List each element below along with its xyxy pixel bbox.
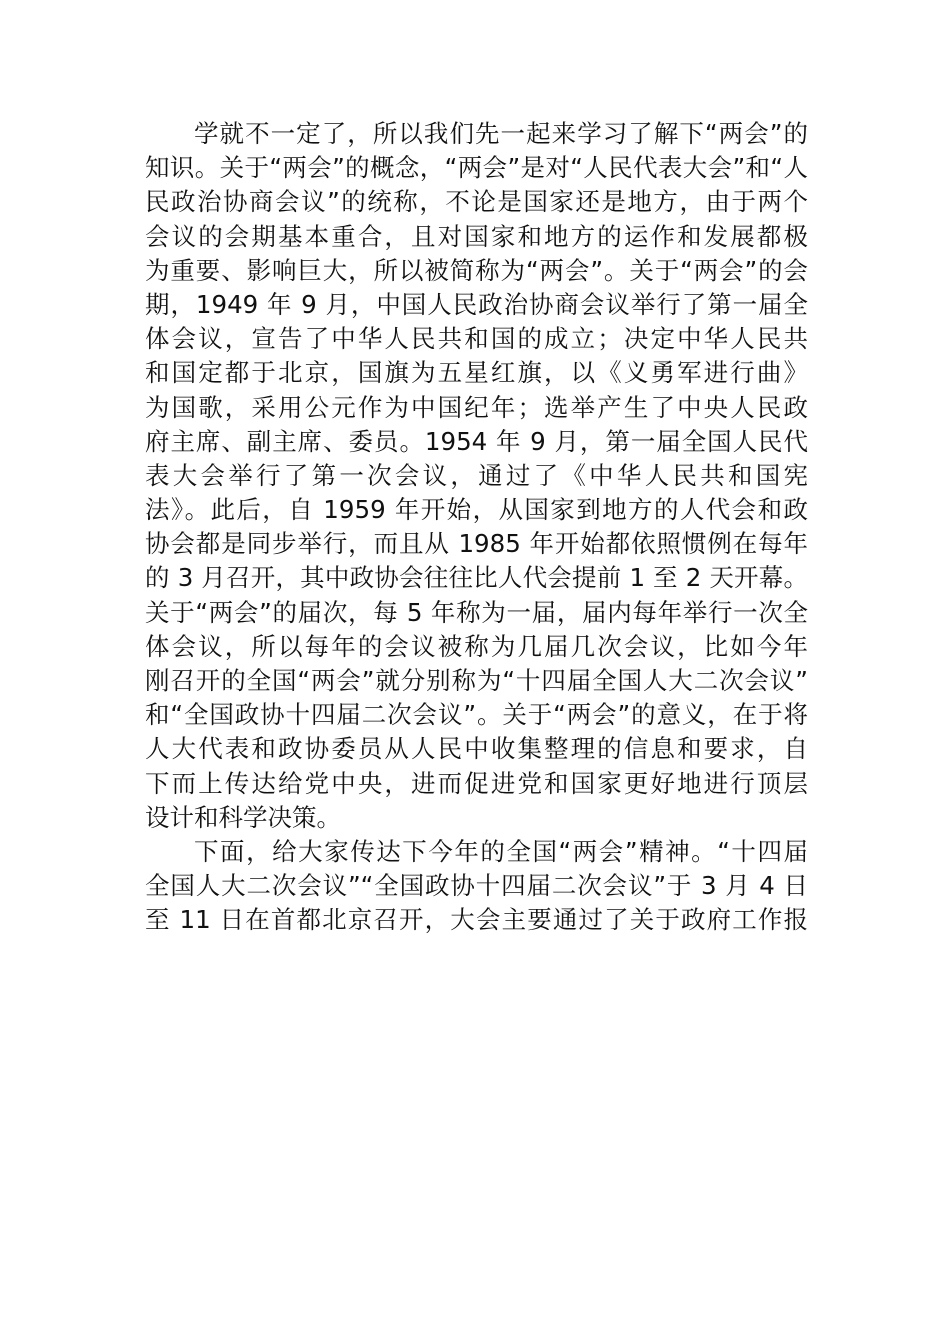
text-line: 的 3 月召开，其中政协会往往比人代会提前 1 至 2 天开幕。 <box>145 563 808 593</box>
text-line: 府主席、副主席、委员。1954 年 9 月，第一届全国人民代 <box>145 426 808 456</box>
text-line: 表大会举行了第一次会议，通过了《中华人民共和国宪 <box>145 460 808 490</box>
text-line: 至 11 日在首都北京召开，大会主要通过了关于政府工作报 <box>145 905 808 935</box>
text-line: 关于“两会”的届次，每 5 年称为一届，届内每年举行一次全 <box>145 597 808 627</box>
text-line: 为国歌，采用公元作为中国纪年；选举产生了中央人民政 <box>145 392 808 422</box>
text-line: 体会议，宣告了中华人民共和国的成立；决定中华人民共 <box>145 324 808 354</box>
text-line: 和国定都于北京，国旗为五星红旗，以《义勇军进行曲》 <box>145 358 808 388</box>
text-line: 法》。此后，自 1959 年开始，从国家到地方的人代会和政 <box>145 495 808 525</box>
text-line: 下面，给大家传达下今年的全国“两会”精神。“十四届 <box>194 836 808 866</box>
text-line: 设计和科学决策。 <box>145 802 341 832</box>
text-line: 协会都是同步举行，而且从 1985 年开始都依照惯例在每年 <box>145 529 808 559</box>
text-line: 学就不一定了，所以我们先一起来学习了解下“两会”的 <box>194 119 808 148</box>
paragraph-2 <box>145 835 808 938</box>
text-line: 会议的会期基本重合，且对国家和地方的运作和发展都极 <box>145 221 808 251</box>
text-line: 期，1949 年 9 月，中国人民政治协商会议举行了第一届全 <box>145 289 808 319</box>
text-line: 民政治协商会议”的统称，不论是国家还是地方，由于两个 <box>145 187 808 217</box>
paragraph-1 <box>145 117 808 835</box>
text-line: 和“全国政协十四届二次会议”。关于“两会”的意义，在于将 <box>145 700 808 730</box>
text-line: 为重要、影响巨大，所以被简称为“两会”。关于“两会”的会 <box>145 255 808 285</box>
text-line: 体会议，所以每年的会议被称为几届几次会议，比如今年 <box>145 631 808 661</box>
text-line: 刚召开的全国“两会”就分别称为“十四届全国人大二次会议” <box>145 666 808 695</box>
text-line: 全国人大二次会议”“全国政协十四届二次会议”于 3 月 4 日 <box>145 871 808 901</box>
document-body <box>145 117 808 938</box>
text-line: 下而上传达给党中央，进而促进党和国家更好地进行顶层 <box>145 768 808 798</box>
text-line: 人大代表和政协委员从人民中收集整理的信息和要求，自 <box>145 734 808 764</box>
text-line: 知识。关于“两会”的概念，“两会”是对“人民代表大会”和“人 <box>145 153 808 183</box>
